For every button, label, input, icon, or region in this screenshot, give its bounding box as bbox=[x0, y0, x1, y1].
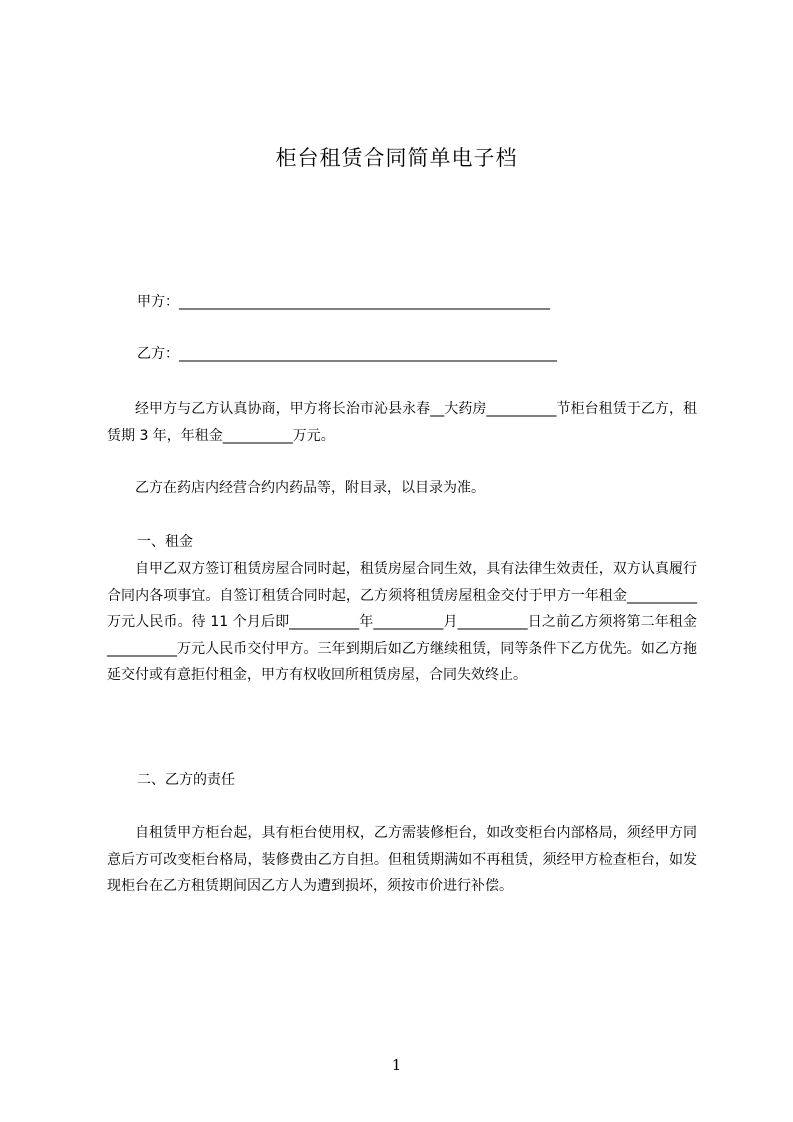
section-heading-rent: 一、租金 bbox=[137, 534, 193, 550]
party-a-line: 甲方：_____________________________________________________ bbox=[137, 294, 550, 310]
document-title: 柜台租赁合同简单电子档 bbox=[275, 146, 518, 170]
section-heading-responsibility: 二、乙方的责任 bbox=[137, 772, 235, 788]
paragraph-rent-text: 自甲乙双方签订租赁房屋合同时起，租赁房屋合同生效，具有法律生效责任，双方认真履行合同内各项事宜。自签订租赁合同时起，乙方须将租赁房屋租金交付于甲方一年租金__________万元人民币。待 11 个月后即__________年__________月__________日之前乙方须将第二年租金__________万元人民币交付甲方。三年到期后如乙方继续租赁，同等条件下乙方优先。如乙方拖延交付或有意拒付租金，甲方有权收回所租赁房屋，合同失效终止。 bbox=[107, 561, 697, 683]
paragraph-scope-text: 乙方在药店内经营合约内药品等，附目录，以目录为准。 bbox=[135, 480, 485, 496]
party-b-line: 乙方：______________________________________________________ bbox=[137, 346, 557, 362]
paragraph-responsibility bbox=[107, 820, 697, 900]
paragraph-rent bbox=[107, 556, 697, 689]
paragraph-intro bbox=[107, 396, 697, 449]
page-number: 1 bbox=[391, 1056, 402, 1074]
paragraph-responsibility-text: 自租赁甲方柜台起，具有柜台使用权，乙方需装修柜台，如改变柜台内部格局，须经甲方同意后方可改变柜台格局，装修费由乙方自担。但租赁期满如不再租赁，须经甲方检查柜台，如发现柜台在乙方租赁期间因乙方人为遭到损坏，须按市价进行补偿。 bbox=[107, 825, 697, 894]
paragraph-scope bbox=[107, 475, 697, 502]
paragraph-intro-text: 经甲方与乙方认真协商，甲方将长治市沁县永春__大药房__________节柜台租赁于乙方，租赁期 3 年，年租金__________万元。 bbox=[107, 401, 697, 444]
